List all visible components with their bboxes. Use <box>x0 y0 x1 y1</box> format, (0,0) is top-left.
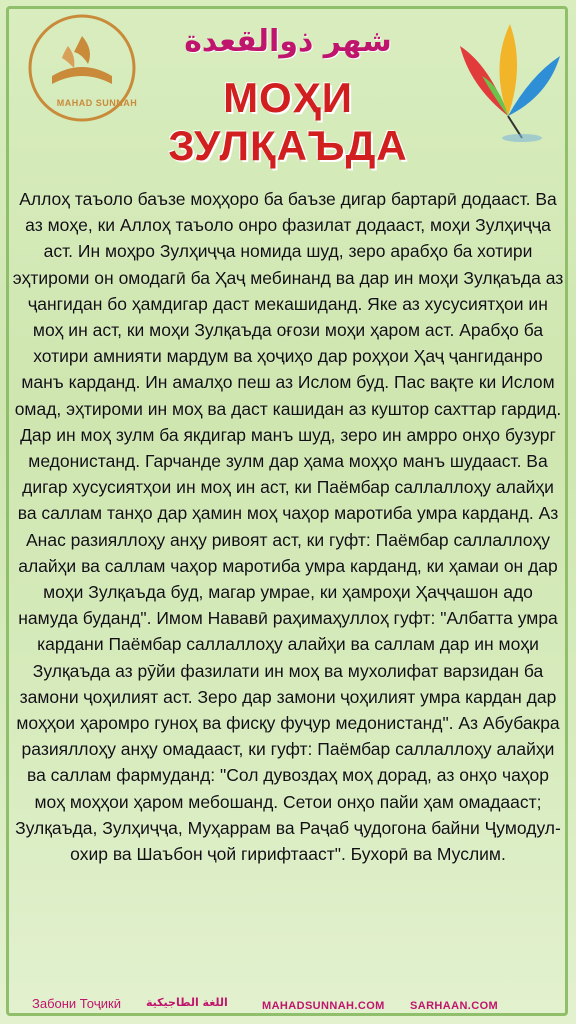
article-body-text: Аллоҳ таъоло баъзе моҳҳоро ба баъзе дигар бартарӣ додааст. Ва аз моҳе, ки Аллоҳ таъоло онро фазилат додааст, моҳи Зулҳиҷҷа аст. Ин моҳро Зулҳиҷҷа номида шуд, зеро арабҳо ба хотири эҳтироми он омодагӣ ба Ҳаҷ мебинанд ва дар ин моҳи Зулқаъда аз ҷангидан бо ҳамдигар даст мекашиданд. Яке аз хусусиятҳои ин моҳ ин аст, ки моҳи Зулқаъда оғози моҳи ҳаром аст. Арабҳо ба хотири амнияти мардум ва ҳоҷиҳо дар роҳҳои Ҳаҷ ҷангиданро манъ карданд. Ин амалҳо пеш аз Ислом буд. Пас вақте ки Ислом омад, эҳтироми ин моҳ ва даст кашидан аз куштор сахттар гардид. Дар ин моҳ зулм ба якдигар манъ шуд, зеро ин амрро онҳо бузург медонистанд. Гарчанде зулм дар ҳама моҳҳо манъ шудааст. Ва дигар хусусиятҳои ин моҳ ин аст, ки Паёмбар саллаллоҳу алайҳи ва саллам танҳо дар ҳамин моҳ чаҳор маротиба умра карданд. Аз Анас разияллоҳу анҳу ривоят аст, ки гуфт: Паёмбар саллаллоҳу алайҳи ва саллам чаҳор маротиба умра карданд, ки ҳамаи он дар моҳи Зулқаъда буд, магар умрае, ки ҳамроҳи Ҳаҷҷашон адо намуда буданд". Имом Нававӣ раҳимаҳуллоҳ гуфт: "Албатта умра кардани Паёмбар саллаллоҳу алайҳи ва саллам дар ин моҳи Зулқаъда аз рӯйи фазилати ин моҳ ва мухолифат варзидан ба замони ҷоҳилият аст. Зеро дар замони ҷоҳилият умра кардан дар моҳҳои ҳаромро гуноҳ ва фисқу фуҷур медонистанд". Аз Абубакра разияллоҳу анҳу омадааст, ки гуфт: Паёмбар саллаллоҳу алайҳи ва саллам фармуданд: "Сол дувоздаҳ моҳ дорад, аз онҳо чаҳор моҳ моҳҳои ҳаром мебошанд. Сетои онҳо пайи ҳам омадааст; Зулқаъда, Зулҳиҷҷа, Муҳаррам ва Раҷаб ҷудогона байни Ҷумодул-охир ва Шаъбон ҷой гирифтааст". Бухорӣ ва Муслим. <box>12 189 564 865</box>
mahad-sunnah-logo <box>12 6 152 138</box>
arabic-title: شهر ذوالقعدة <box>184 24 392 59</box>
page-title-line-2: ЗУЛҚАЪДА <box>168 122 408 169</box>
footer-language-arabic: اللغة الطاجيكية <box>146 996 228 1009</box>
logo-text: MAHAD SUNNAH <box>56 98 138 108</box>
quill-feather-icon <box>430 6 570 146</box>
page-title-line-1: МОҲИ <box>223 74 353 121</box>
footer-link-sarhaan[interactable]: SARHAAN.COM <box>410 1000 499 1012</box>
footer-link-mahadsunnah[interactable]: MAHADSUNNAH.COM <box>262 1000 385 1012</box>
footer-language-label: Забони Тоҷикӣ <box>32 996 121 1011</box>
